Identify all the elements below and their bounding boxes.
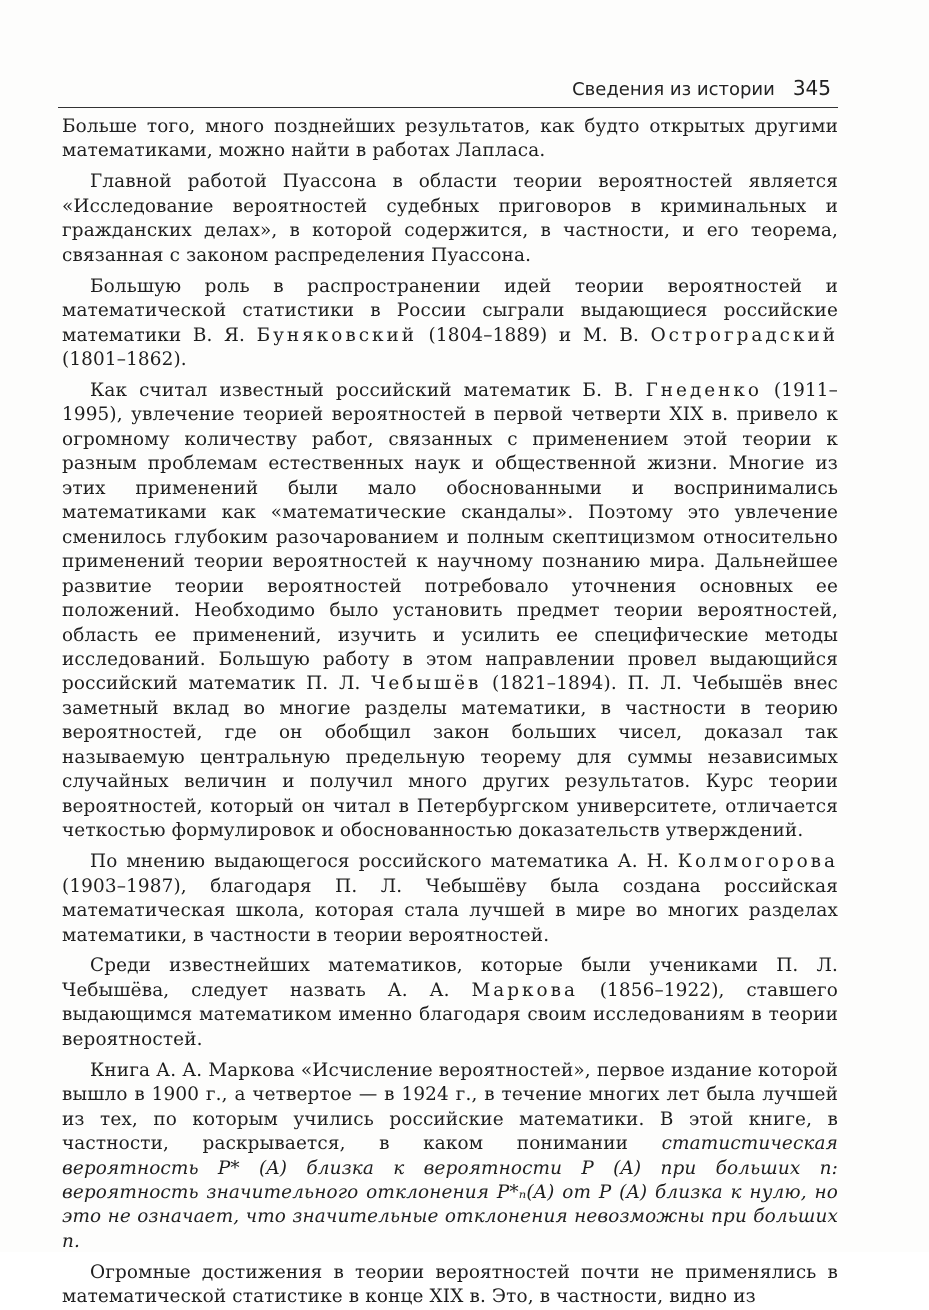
text-segment: Среди известнейших математиков, которые были учениками П. Л. Чебышёва, следует назвать А. А. [62, 955, 838, 1001]
text-segment: (1903–1987), благодаря П. Л. Чебышёву была создана российская математическая школа, которая стала лучшей в мире во многих разделах математики, в частности в теории вероятностей. [62, 875, 838, 946]
text-segment: Огромные достижения в теории вероятностей почти не применялись в математической статистике в конце XIX в. Это, в частности, видно из [62, 1261, 838, 1308]
mathematician-name: Маркова [471, 979, 578, 1001]
mathematician-name: Гнеденко [645, 380, 762, 402]
paragraph [62, 275, 838, 373]
paragraph [62, 170, 838, 268]
text-segment: По мнению выдающегося российского математика А. Н. [90, 851, 678, 873]
body-text [62, 115, 838, 1310]
italic-statement: статистическая вероятность P* (A) близка к вероятности P (A) при больших n: вероятность значительного отклонения P*ₙ(A) от P (A) близка к нулю, но это не означает, что значительные отклонения невозможны при больших n. [62, 1133, 838, 1252]
paragraph [62, 1261, 838, 1310]
text-segment: (1911–1995), увлечение теорией вероятностей в первой четверти XIX в. привело к огромному количеству работ, связанных с применением этой теории к разным проблемам естественных наук и общественной жизни. Многие из этих применений были мало обоснованными и воспринимались математиками как «математические скандалы». Поэтому это увлечение сменилось глубоким разочарованием и полным скептицизмом относительно применений теории вероятностей к научному познанию мира. Дальнейшее развитие теории вероятностей потребовало уточнения основных ее положений. Необходимо было установить предмет теории вероятностей, область ее применений, изучить и усилить ее специфические методы исследований. Большую работу в этом направлении провел выдающийся российский математик П. Л. [62, 380, 838, 695]
section-title: Сведения из истории [572, 79, 775, 100]
text-segment: (1801–1862). [62, 349, 187, 371]
text-segment: Главной работой Пуассона в области теории вероятностей является «Исследование вероятностей судебных приговоров в криминальных и гражданских делах», в которой содержится, в частности, и его теорема, связанная с законом распределения Пуассона. [62, 171, 838, 266]
page-number: 345 [792, 76, 831, 100]
mathematician-name: Колмогорова [677, 851, 838, 873]
text-segment: (1804–1889) и М. В. [417, 324, 651, 346]
paragraph [62, 850, 838, 948]
mathematician-name: Буняковский [256, 324, 418, 346]
mathematician-name: Остроградский [650, 324, 838, 346]
text-segment: (1821–1894). П. Л. Чебышёв внес заметный вклад во многие разделы математики, в частности в теорию вероятностей, где он обобщил закон больших чисел, доказал так называемую центральную предельную теорему для суммы независимых случайных величин и получил много других результатов. Курс теории вероятностей, который он читал в Петербургском университете, отличается четкостью формулировок и обоснованностью доказательств утверждений. [62, 673, 838, 842]
text-segment: Книга А. А. Маркова «Исчисление вероятностей», первое издание которой вышло в 1900 г., а четвертое — в 1924 г., в течение многих лет была лучшей из тех, по которым учились российские математики. В этой книге, в частности, раскрывается, в каком понимании [62, 1059, 838, 1155]
running-head [62, 76, 831, 106]
text-segment: Большую роль в распространении идей теории вероятностей и математической статистики в России сыграли выдающиеся российские математики В. Я. [62, 275, 838, 346]
header-rule [58, 107, 838, 108]
paragraph [62, 115, 838, 164]
paragraph [62, 379, 838, 844]
text-segment: Больше того, много позднейших результатов, как будто открытых другими математиками, можно найти в работах Лапласа. [62, 116, 838, 162]
mathematician-name: Чебышёв [371, 673, 482, 695]
text-segment: (1856–1922), ставшего выдающимся математиком именно благодаря своим исследованиям в теории вероятностей. [62, 979, 839, 1050]
paragraph [62, 954, 838, 1052]
text-segment: Как считал известный российский математик Б. В. [90, 380, 646, 402]
paragraph [62, 1059, 838, 1255]
